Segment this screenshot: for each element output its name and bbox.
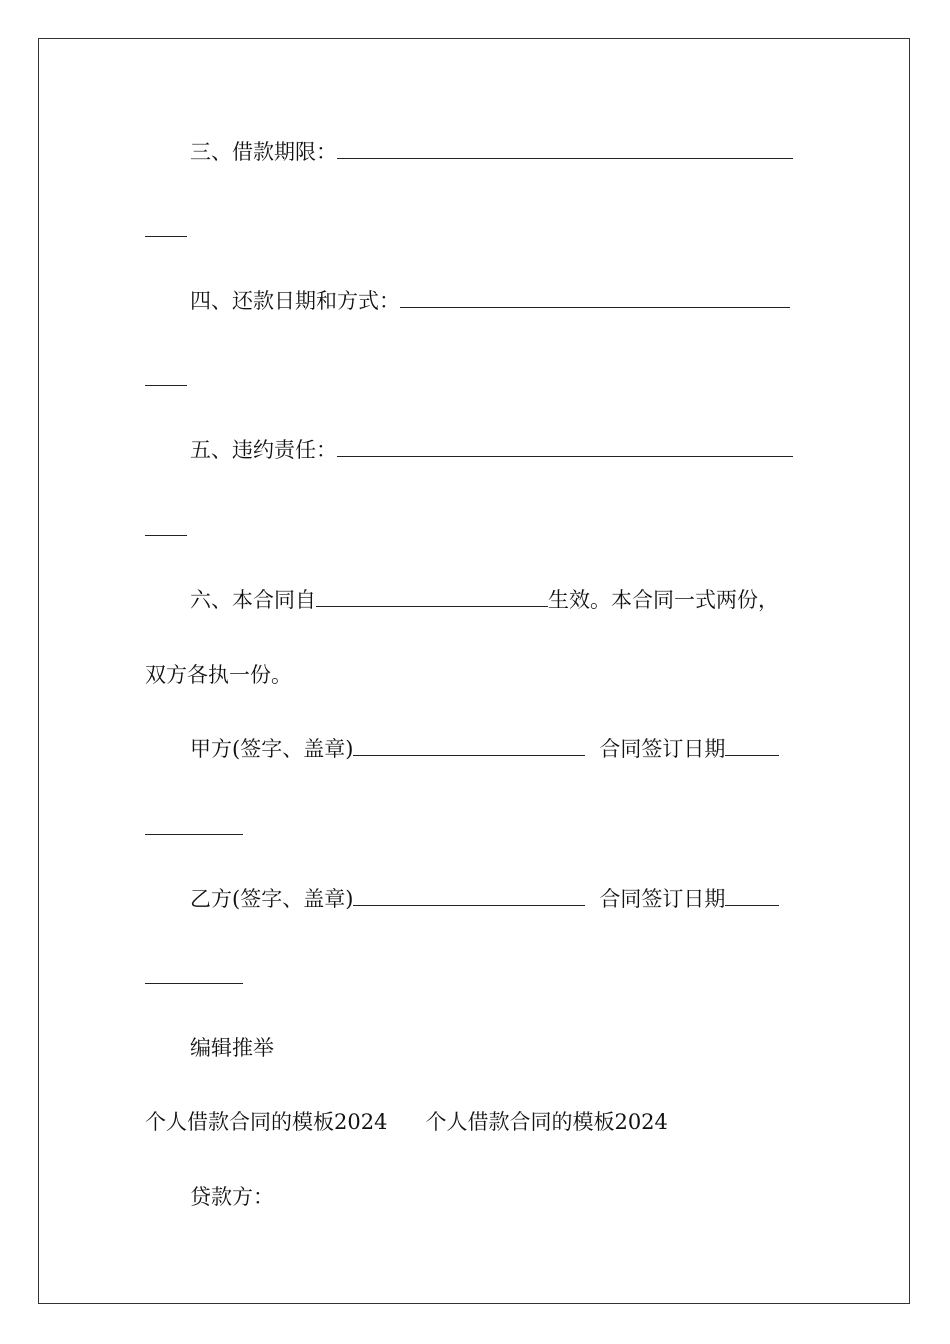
party-a-signature-blank[interactable] [353,737,585,756]
clause-term-label: 三、借款期限： [190,140,337,164]
term-blank-cont[interactable] [145,236,187,237]
repayment-blank-cont[interactable] [145,385,187,386]
liability-blank[interactable] [337,438,793,457]
clause-effect-cont: 双方各执一份。 [145,663,292,687]
party-b-signature-blank[interactable] [353,887,585,906]
clause-term [190,138,793,166]
party-a-label: 甲方(签字、盖章) [190,737,354,761]
repayment-blank[interactable] [400,289,790,308]
recommend-link[interactable]: 个人借款合同的模板2024 [145,1110,388,1134]
term-blank[interactable] [337,140,793,159]
lender-label: 贷款方： [190,1185,274,1209]
clause-liability [190,436,793,464]
party-b-date-label: 合同签订日期 [599,887,726,911]
party-a-date-label: 合同签订日期 [599,737,726,761]
party-b-label: 乙方(签字、盖章) [190,887,354,911]
clause-effect-prefix: 六、本合同自 [190,588,316,612]
clause-repayment [190,287,790,315]
recommend-heading: 编辑推举 [190,1036,274,1060]
recommend-link[interactable]: 个人借款合同的模板2024 [425,1110,668,1134]
party-b-date-blank[interactable] [725,887,779,906]
party-b-date-blank-cont[interactable] [145,983,243,984]
clause-repayment-label: 四、还款日期和方式： [190,289,400,313]
clause-effect [190,586,779,614]
clause-effect-suffix: 生效。本合同一式两份， [548,588,779,612]
party-a-date-blank[interactable] [725,737,779,756]
party-a-date-blank-cont[interactable] [145,834,243,835]
effect-date-blank[interactable] [316,588,548,607]
party-b-line [190,885,779,913]
party-a-line [190,735,779,763]
clause-liability-label: 五、违约责任： [190,438,337,462]
liability-blank-cont[interactable] [145,535,187,536]
recommend-links [145,1108,668,1136]
